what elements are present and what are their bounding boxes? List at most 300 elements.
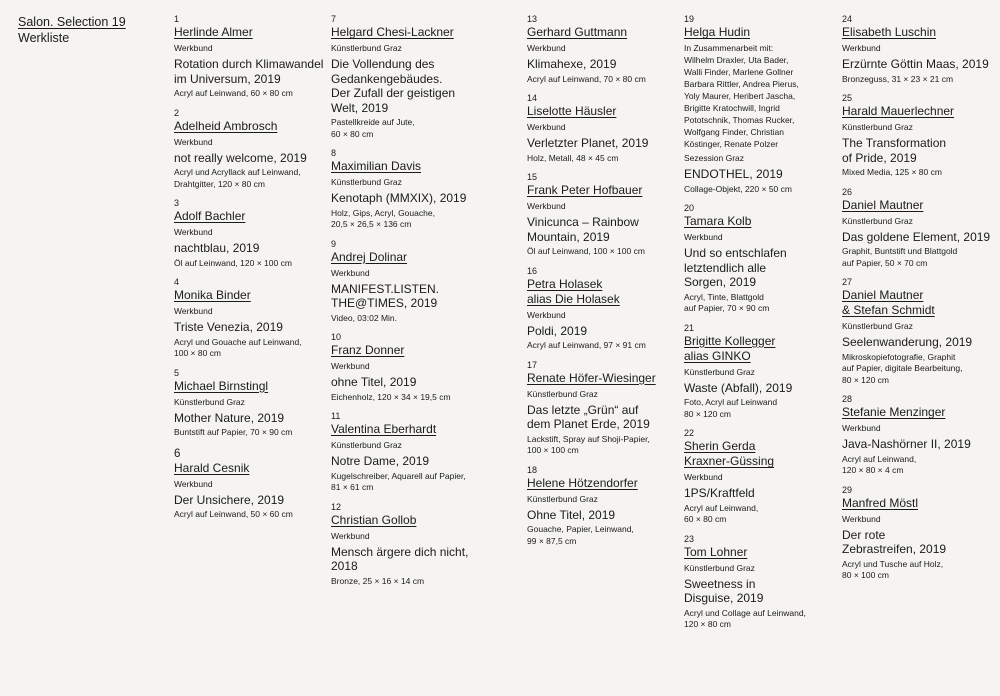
work-medium-line: 80 × 100 cm bbox=[842, 570, 890, 580]
artist-name-line: Petra Holasek bbox=[527, 276, 603, 291]
work-entry bbox=[331, 332, 489, 403]
artist-group: Werkbund bbox=[174, 306, 213, 316]
work-medium-line: Collage-Objekt, 220 × 50 cm bbox=[684, 183, 792, 194]
work-title bbox=[527, 136, 685, 151]
work-medium-line: 80 × 120 cm bbox=[842, 374, 890, 385]
work-title-line: Der Zufall der geistigen bbox=[331, 86, 456, 100]
entry-number: 17 bbox=[527, 359, 538, 370]
artist-name-line: & Stefan Schmidt bbox=[842, 303, 935, 317]
artist-name bbox=[174, 209, 332, 224]
artist-name-line: Sherin Gerda bbox=[684, 439, 756, 453]
work-medium bbox=[527, 434, 685, 457]
work-title bbox=[174, 320, 332, 335]
entry-number: 2 bbox=[174, 107, 180, 118]
work-title bbox=[684, 167, 842, 182]
column-5 bbox=[842, 14, 1000, 590]
artist-group: Werkbund bbox=[174, 227, 213, 237]
work-title bbox=[684, 246, 842, 290]
work-medium-line: Gouache, Papier, Leinwand, bbox=[527, 524, 634, 534]
artist-name bbox=[527, 183, 685, 198]
work-title-line: Kenotaph (MMXIX), 2019 bbox=[331, 191, 467, 205]
artist-group: Künstlerbund Graz bbox=[331, 440, 402, 450]
work-title-line: Erzürnte Göttin Maas, 2019 bbox=[842, 57, 989, 71]
work-title-line: Java-Nashörner II, 2019 bbox=[842, 437, 971, 451]
entry-number: 12 bbox=[331, 501, 342, 512]
work-title-line: Sweetness in bbox=[684, 576, 756, 591]
artist-name-line: Valentina Eberhardt bbox=[331, 422, 437, 436]
work-medium-line: Acryl und Acryllack auf Leinwand, bbox=[174, 167, 301, 177]
artist-name bbox=[527, 371, 685, 386]
artist-group: Sezession Graz bbox=[684, 153, 744, 163]
work-entry bbox=[842, 277, 1000, 386]
work-title-line: Der Unsichere, 2019 bbox=[174, 492, 285, 507]
work-entry bbox=[331, 239, 489, 325]
artist-group: Werkbund bbox=[842, 423, 881, 433]
artist-group: Künstlerbund Graz bbox=[174, 396, 245, 407]
work-medium bbox=[174, 167, 332, 190]
artist-name bbox=[842, 288, 1000, 318]
work-title-line: Sorgen, 2019 bbox=[684, 275, 757, 289]
artist-group: Künstlerbund Graz bbox=[842, 321, 913, 331]
work-medium bbox=[684, 608, 842, 631]
entry-number: 5 bbox=[174, 367, 180, 378]
work-medium-line: Mixed Media, 125 × 80 cm bbox=[842, 167, 942, 177]
work-medium-line: 20,5 × 26,5 × 136 cm bbox=[331, 219, 412, 229]
work-title-line: 1PS/Kraftfeld bbox=[684, 486, 755, 500]
artist-group: Künstlerbund Graz bbox=[527, 388, 598, 399]
work-medium-line: Acryl und Tusche auf Holz, bbox=[842, 558, 944, 569]
artist-group: Künstlerbund Graz bbox=[331, 177, 402, 187]
work-title-line: Disguise, 2019 bbox=[684, 591, 764, 605]
artist-name-line: Tom Lohner bbox=[684, 544, 748, 559]
artist-group: Künstlerbund Graz bbox=[331, 43, 402, 53]
work-medium-line: Holz, Gips, Acryl, Gouache, bbox=[331, 207, 435, 218]
artist-name bbox=[331, 343, 489, 358]
artist-name-line: Michael Birnstingl bbox=[174, 378, 269, 393]
work-medium bbox=[527, 524, 685, 547]
work-entry bbox=[174, 447, 332, 521]
work-medium bbox=[842, 352, 1000, 387]
column-1 bbox=[174, 14, 332, 529]
column-3 bbox=[527, 14, 685, 555]
artist-group: Künstlerbund Graz bbox=[684, 366, 755, 377]
work-title bbox=[331, 191, 489, 206]
work-medium-line: Pastellkreide auf Jute, bbox=[331, 117, 415, 127]
artist-group: Werkbund bbox=[842, 513, 881, 524]
work-medium-line: auf Papier, 50 × 70 cm bbox=[842, 257, 928, 268]
work-title-line: Das letzte „Grün“ auf bbox=[527, 402, 639, 417]
work-title bbox=[174, 411, 332, 426]
work-title bbox=[331, 57, 489, 115]
work-medium-line: 120 × 80 cm bbox=[684, 619, 732, 629]
work-medium bbox=[684, 397, 842, 420]
work-title bbox=[174, 151, 332, 166]
collaborator-line: Pototschnik, Thomas Rucker, bbox=[684, 115, 795, 125]
work-entry bbox=[842, 394, 1000, 477]
work-medium-line: Acryl auf Leinwand, 50 × 60 cm bbox=[174, 509, 293, 519]
page-header bbox=[18, 14, 126, 46]
artist-name-line: Franz Donner bbox=[331, 343, 405, 357]
artist-name-line: Gerhard Guttmann bbox=[527, 25, 628, 39]
work-entry bbox=[527, 266, 685, 352]
collaborator-line: Barbara Rittler, Andrea Pierus, bbox=[684, 79, 799, 89]
collaborators bbox=[684, 42, 842, 150]
artist-name-line: Helgard Chesi-Lackner bbox=[331, 25, 454, 39]
artist-name bbox=[527, 104, 685, 119]
work-medium bbox=[331, 392, 489, 404]
work-title-line: Triste Venezia, 2019 bbox=[174, 320, 283, 334]
work-title-line: 2018 bbox=[331, 559, 358, 573]
artist-group: Werkbund bbox=[527, 122, 566, 132]
work-medium bbox=[842, 74, 1000, 86]
artist-name-line: Christian Gollob bbox=[331, 512, 417, 527]
work-title bbox=[331, 375, 489, 390]
artist-group: Künstlerbund Graz bbox=[684, 562, 755, 573]
work-title bbox=[527, 215, 685, 244]
work-medium-line: Bronze, 25 × 16 × 14 cm bbox=[331, 575, 425, 586]
artist-group: Werkbund bbox=[174, 43, 213, 53]
work-title-line: ENDOTHEL, 2019 bbox=[684, 167, 783, 181]
work-medium-line: Buntstift auf Papier, 70 × 90 cm bbox=[174, 427, 293, 437]
entry-number: 7 bbox=[331, 14, 337, 24]
work-title-line: Waste (Abfall), 2019 bbox=[684, 380, 793, 395]
work-entry bbox=[527, 172, 685, 258]
collaborator-line: Brigitte Kratochwill, Ingrid bbox=[684, 103, 780, 113]
work-medium bbox=[331, 576, 489, 588]
work-medium bbox=[684, 184, 842, 196]
artist-group: Werkbund bbox=[174, 478, 213, 489]
work-title-line: Mountain, 2019 bbox=[527, 229, 610, 244]
work-medium bbox=[842, 167, 1000, 179]
artist-name bbox=[527, 25, 685, 40]
artist-name bbox=[527, 476, 685, 491]
work-medium bbox=[527, 340, 685, 352]
artist-group: Werkbund bbox=[331, 267, 370, 278]
work-title-line: The Transformation bbox=[842, 136, 947, 150]
work-title bbox=[842, 335, 1000, 350]
work-medium-line: 99 × 87,5 cm bbox=[527, 535, 577, 546]
work-title-line: of Pride, 2019 bbox=[842, 150, 917, 165]
work-entry bbox=[174, 108, 332, 191]
artist-group: Werkbund bbox=[684, 232, 723, 242]
artist-name bbox=[527, 277, 685, 307]
work-medium bbox=[331, 117, 489, 140]
work-medium bbox=[684, 292, 842, 315]
work-medium-line: 80 × 120 cm bbox=[684, 408, 732, 419]
artist-name-line: Elisabeth Luschin bbox=[842, 25, 937, 39]
artist-name-line: Harald Cesnik bbox=[174, 460, 250, 475]
work-title-line: letztendlich alle bbox=[684, 260, 767, 275]
artist-group: Werkbund bbox=[684, 472, 723, 482]
work-medium bbox=[527, 74, 685, 86]
work-title-line: ohne Titel, 2019 bbox=[331, 375, 417, 389]
artist-name bbox=[174, 288, 332, 303]
entry-number: 24 bbox=[842, 14, 853, 24]
artist-name bbox=[331, 159, 489, 174]
work-entry bbox=[684, 203, 842, 315]
work-title-line: Die Vollendung des bbox=[331, 57, 435, 71]
artist-name bbox=[842, 25, 1000, 40]
entry-number: 11 bbox=[331, 411, 341, 421]
work-title bbox=[331, 454, 489, 469]
work-medium-line: Lackstift, Spray auf Shoji-Papier, bbox=[527, 433, 650, 444]
collaborator-line: Wilhelm Draxler, Uta Bader, bbox=[684, 55, 789, 65]
work-medium-line: Bronzeguss, 31 × 23 × 21 cm bbox=[842, 73, 954, 84]
artist-name-line: Andrej Dolinar bbox=[331, 249, 408, 264]
work-title-line: not really welcome, 2019 bbox=[174, 150, 307, 165]
work-title bbox=[527, 508, 685, 523]
entry-number: 9 bbox=[331, 238, 337, 249]
work-entry bbox=[331, 14, 489, 140]
work-medium-line: Video, 03:02 Min. bbox=[331, 312, 397, 323]
artist-name-line: Manfred Möstl bbox=[842, 495, 919, 510]
work-medium bbox=[331, 313, 489, 325]
work-medium-line: 100 × 100 cm bbox=[527, 445, 579, 455]
work-title-line: Gedankengebäudes. bbox=[331, 71, 443, 86]
work-medium bbox=[842, 454, 1000, 477]
work-entry bbox=[684, 428, 842, 526]
work-medium-line: 60 × 80 cm bbox=[684, 514, 727, 524]
entry-number: 6 bbox=[174, 447, 181, 460]
collaborator-line: Köstinger, Renate Polzer bbox=[684, 139, 779, 149]
work-title bbox=[174, 57, 332, 86]
work-medium-line: 60 × 80 cm bbox=[331, 128, 374, 139]
artist-name-line: Renate Höfer-Wiesinger bbox=[527, 370, 656, 385]
artist-name-line: Helene Hötzendorfer bbox=[527, 475, 638, 490]
work-entry bbox=[527, 14, 685, 85]
work-medium bbox=[842, 559, 1000, 582]
entry-number: 20 bbox=[684, 203, 695, 213]
entry-number: 27 bbox=[842, 277, 853, 287]
artist-group: Werkbund bbox=[174, 136, 213, 147]
work-medium bbox=[527, 153, 685, 165]
entry-number: 22 bbox=[684, 428, 695, 438]
artist-name-line: Brigitte Kollegger bbox=[684, 333, 776, 348]
artist-group: Werkbund bbox=[527, 201, 566, 211]
work-medium-line: Foto, Acryl auf Leinwand bbox=[684, 397, 778, 407]
artist-name bbox=[174, 119, 332, 134]
work-title bbox=[527, 324, 685, 339]
work-medium-line: Drahtgitter, 120 × 80 cm bbox=[174, 178, 265, 189]
work-title-line: Vinicunca – Rainbow bbox=[527, 215, 639, 229]
artist-name bbox=[842, 104, 1000, 119]
work-medium bbox=[684, 503, 842, 526]
entry-number: 19 bbox=[684, 14, 695, 24]
exhibition-title: Salon. Selection 19 bbox=[18, 15, 126, 29]
work-entry bbox=[684, 534, 842, 631]
work-medium-line: Acryl auf Leinwand, bbox=[684, 502, 759, 513]
collaborator-line: Yoly Maurer, Heribert Jascha, bbox=[684, 91, 796, 101]
work-medium-line: 81 × 61 cm bbox=[331, 482, 374, 492]
work-entry bbox=[174, 368, 332, 439]
work-title-line: Rotation durch Klimawandel bbox=[174, 57, 324, 71]
artist-name-line: Daniel Mautner bbox=[842, 197, 924, 212]
work-title bbox=[527, 403, 685, 432]
work-entry bbox=[174, 277, 332, 360]
artist-group: Werkbund bbox=[331, 530, 370, 541]
artist-name bbox=[331, 25, 489, 40]
artist-name-line: Stefanie Menzinger bbox=[842, 405, 946, 419]
work-medium-line: 120 × 80 × 4 cm bbox=[842, 465, 904, 475]
work-title-line: Ohne Titel, 2019 bbox=[527, 507, 616, 522]
work-title bbox=[842, 230, 1000, 245]
artist-name-line: alias Die Holasek bbox=[527, 291, 620, 306]
artist-name bbox=[331, 513, 489, 528]
artist-group: Werkbund bbox=[331, 361, 370, 371]
work-entry bbox=[331, 411, 489, 494]
entry-number: 15 bbox=[527, 172, 538, 182]
work-entry bbox=[331, 148, 489, 231]
column-4 bbox=[684, 14, 842, 639]
artist-group: Werkbund bbox=[527, 309, 566, 320]
work-entry bbox=[174, 14, 332, 100]
entry-number: 16 bbox=[527, 265, 538, 276]
artist-name-line: Adelheid Ambrosch bbox=[174, 118, 278, 133]
artist-name bbox=[174, 25, 332, 40]
work-title-line: Der rote bbox=[842, 527, 886, 542]
work-entry bbox=[842, 187, 1000, 270]
work-title bbox=[527, 57, 685, 72]
entry-number: 23 bbox=[684, 533, 695, 544]
work-title bbox=[842, 136, 1000, 165]
entry-number: 18 bbox=[527, 464, 538, 475]
collaborator-line: Walli Finder, Marlene Gollner bbox=[684, 67, 794, 77]
work-title bbox=[174, 241, 332, 256]
work-title bbox=[331, 282, 489, 311]
work-title-line: Zebrastreifen, 2019 bbox=[842, 542, 947, 556]
entry-number: 1 bbox=[174, 14, 180, 24]
work-medium-line: Acryl und Collage auf Leinwand, bbox=[684, 607, 806, 618]
entry-number: 26 bbox=[842, 186, 853, 197]
work-title bbox=[684, 577, 842, 606]
artist-name bbox=[684, 334, 842, 364]
artist-group: Künstlerbund Graz bbox=[527, 493, 598, 504]
work-title bbox=[842, 528, 1000, 557]
collaborator-line: In Zusammenarbeit mit: bbox=[684, 43, 774, 53]
work-title bbox=[684, 486, 842, 501]
work-medium bbox=[174, 509, 332, 521]
work-title-line: THE@TIMES, 2019 bbox=[331, 296, 438, 310]
artist-name bbox=[842, 198, 1000, 213]
work-medium-line: Acryl auf Leinwand, 60 × 80 cm bbox=[174, 88, 293, 98]
artist-name bbox=[842, 405, 1000, 420]
artist-name bbox=[174, 461, 332, 476]
artist-name-line: Herlinde Almer bbox=[174, 25, 253, 39]
work-medium-line: Acryl und Gouache auf Leinwand, bbox=[174, 336, 302, 347]
work-title-line: nachtblau, 2019 bbox=[174, 241, 260, 255]
work-title-line: Verletzter Planet, 2019 bbox=[527, 136, 649, 150]
work-medium-line: Holz, Metall, 48 × 45 cm bbox=[527, 152, 619, 163]
artist-name-line: Helga Hudin bbox=[684, 25, 751, 39]
work-entry bbox=[684, 323, 842, 421]
work-entry bbox=[684, 14, 842, 195]
entry-number: 10 bbox=[331, 332, 342, 342]
artist-name bbox=[684, 439, 842, 469]
work-medium bbox=[174, 88, 332, 100]
artist-name-line: Monika Binder bbox=[174, 288, 251, 302]
work-medium-line: Öl auf Leinwand, 120 × 100 cm bbox=[174, 257, 292, 268]
entry-number: 4 bbox=[174, 277, 180, 287]
entry-number: 28 bbox=[842, 394, 853, 404]
work-medium-line: Graphit, Buntstift und Blattgold bbox=[842, 246, 958, 256]
artist-name bbox=[331, 250, 489, 265]
work-entry bbox=[174, 198, 332, 269]
work-title-line: Das goldene Element, 2019 bbox=[842, 229, 991, 244]
work-medium-line: Öl auf Leinwand, 100 × 100 cm bbox=[527, 246, 645, 256]
artist-name-line: Daniel Mautner bbox=[842, 288, 924, 302]
work-medium bbox=[842, 246, 1000, 269]
work-title-line: Poldi, 2019 bbox=[527, 323, 588, 338]
work-title-line: Notre Dame, 2019 bbox=[331, 454, 430, 468]
artist-name-line: Kraxner-Güssing bbox=[684, 454, 775, 468]
artist-name bbox=[174, 379, 332, 394]
artist-name-line: Adolf Bachler bbox=[174, 209, 246, 223]
work-entry bbox=[842, 93, 1000, 179]
work-title bbox=[842, 437, 1000, 452]
work-medium-line: Acryl auf Leinwand, 97 × 91 cm bbox=[527, 340, 646, 350]
entry-number: 29 bbox=[842, 484, 853, 495]
artist-name-line: Frank Peter Hofbauer bbox=[527, 183, 643, 197]
artist-name bbox=[331, 422, 489, 437]
work-medium bbox=[174, 258, 332, 270]
entry-number: 8 bbox=[331, 148, 337, 158]
page-subtitle: Werkliste bbox=[18, 31, 70, 45]
work-medium-line: Mikroskopiefotografie, Graphit bbox=[842, 351, 956, 362]
artist-name-line: Liselotte Häusler bbox=[527, 104, 617, 118]
work-title-line: Seelenwanderung, 2019 bbox=[842, 335, 973, 349]
work-medium-line: Kugelschreiber, Aquarell auf Papier, bbox=[331, 470, 466, 481]
work-medium bbox=[527, 246, 685, 258]
work-title-line: Welt, 2019 bbox=[331, 100, 389, 115]
entry-number: 14 bbox=[527, 93, 538, 103]
entry-number: 21 bbox=[684, 322, 695, 333]
work-medium bbox=[174, 427, 332, 439]
artist-name-line: Maximilian Davis bbox=[331, 159, 422, 173]
entry-number: 13 bbox=[527, 14, 538, 24]
column-2 bbox=[331, 14, 489, 595]
artist-name bbox=[684, 25, 842, 40]
work-title bbox=[174, 493, 332, 508]
work-entry bbox=[527, 465, 685, 548]
work-title bbox=[331, 545, 489, 574]
work-entry bbox=[842, 485, 1000, 582]
work-entry bbox=[527, 93, 685, 164]
artist-name-line: Harald Mauerlechner bbox=[842, 104, 955, 118]
entry-number: 25 bbox=[842, 93, 853, 103]
artist-group: Werkbund bbox=[842, 43, 881, 53]
work-title-line: Mother Nature, 2019 bbox=[174, 410, 285, 425]
artist-group: Künstlerbund Graz bbox=[842, 122, 913, 132]
work-medium-line: auf Papier, 70 × 90 cm bbox=[684, 303, 770, 313]
work-title-line: dem Planet Erde, 2019 bbox=[527, 417, 650, 431]
work-title bbox=[684, 381, 842, 396]
work-medium-line: Acryl auf Leinwand, bbox=[842, 453, 917, 464]
artist-group: Künstlerbund Graz bbox=[842, 215, 913, 226]
work-medium bbox=[331, 208, 489, 231]
work-title-line: Mensch ärgere dich nicht, bbox=[331, 544, 469, 559]
work-medium-line: auf Papier, digitale Bearbeitung, bbox=[842, 363, 963, 373]
entry-number: 3 bbox=[174, 198, 180, 208]
work-entry bbox=[527, 360, 685, 457]
artist-name bbox=[842, 496, 1000, 511]
work-title-line: im Universum, 2019 bbox=[174, 71, 281, 86]
work-medium bbox=[331, 471, 489, 494]
work-entry bbox=[331, 502, 489, 588]
work-entry bbox=[842, 14, 1000, 85]
work-medium-line: 100 × 80 cm bbox=[174, 348, 222, 358]
work-title-line: MANIFEST.LISTEN. bbox=[331, 281, 440, 296]
work-medium-line: Acryl, Tinte, Blattgold bbox=[684, 291, 764, 302]
